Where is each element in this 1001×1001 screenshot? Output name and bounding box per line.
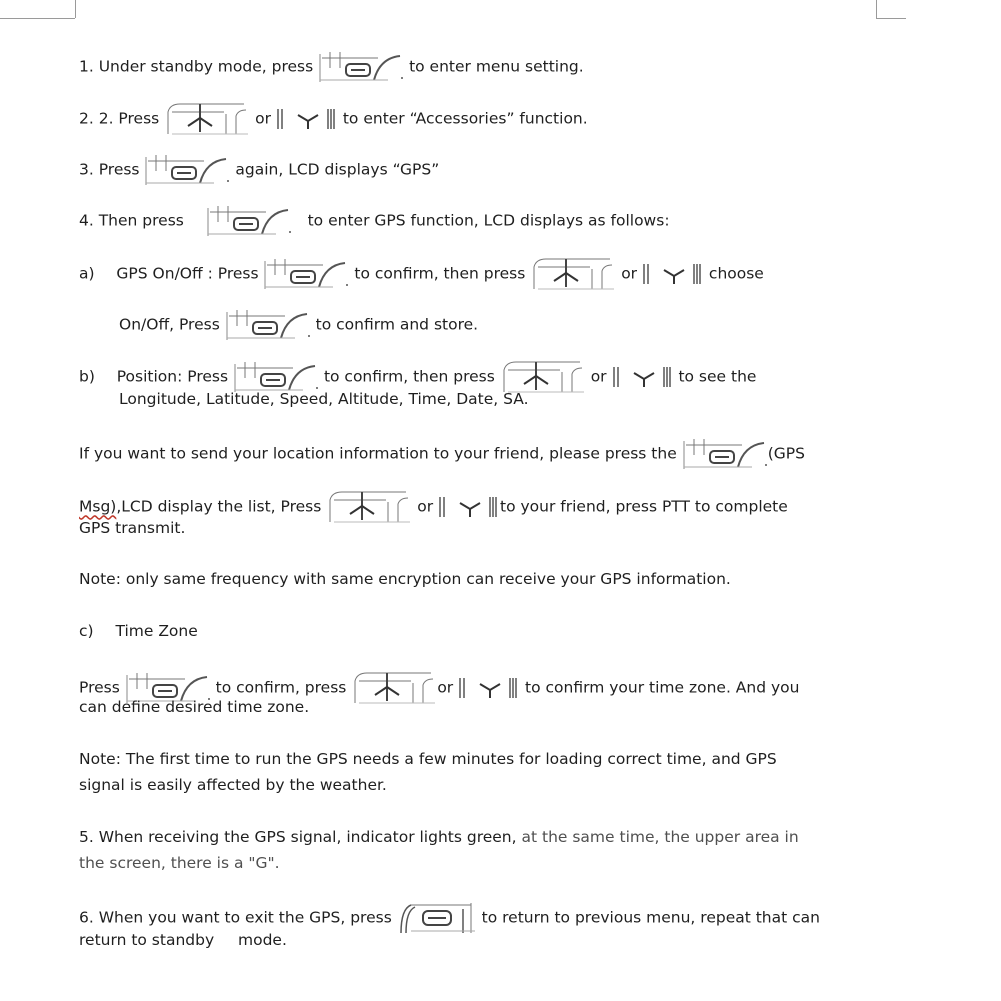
time-zone-paragraph: Press to confirm, press or to confirm your time zone. And you — [79, 671, 799, 705]
step-5: 5. When receiving the GPS signal, indicator lights green, at the same time, the upper area in — [79, 828, 799, 846]
menu-key-icon — [225, 308, 311, 342]
up-key-icon — [326, 490, 412, 524]
menu-key-icon — [682, 437, 768, 471]
note-1: Note: only same frequency with same encryption can receive your GPS information. — [79, 570, 731, 588]
page-corner-mark — [75, 0, 76, 18]
up-key-icon — [351, 671, 437, 705]
item-b-cont: Longitude, Latitude, Speed, Altitude, Time, Date, SA. — [119, 390, 529, 408]
page-corner-mark — [876, 0, 877, 18]
send-location-paragraph: If you want to send your location information to your friend, please press the (GPS — [79, 437, 805, 471]
item-c: c) Time Zone — [79, 622, 198, 640]
step-3: 3. Press again, LCD displays “GPS” — [79, 153, 439, 187]
msg-paragraph: Msg),LCD display the list, Press or to your friend, press PTT to complete — [79, 490, 788, 524]
down-key-icon — [438, 495, 500, 519]
down-key-icon — [458, 676, 520, 700]
page-corner-mark — [0, 18, 75, 19]
step-6: 6. When you want to exit the GPS, press to return to previous menu, repeat that can — [79, 901, 820, 935]
up-key-icon — [530, 257, 616, 291]
menu-key-icon — [144, 153, 230, 187]
step-5-cont: the screen, there is a "G". — [79, 854, 280, 872]
step-2: 2. 2. Press or to enter “Accessories” function. — [79, 102, 588, 136]
down-key-icon — [642, 262, 704, 286]
up-key-icon — [164, 102, 250, 136]
time-zone-paragraph-cont: can define desired time zone. — [79, 698, 310, 716]
item-b: b) Position: Press to confirm, then press or to see the — [79, 360, 756, 394]
down-key-icon — [612, 365, 674, 389]
page-corner-mark — [876, 18, 906, 19]
step-6-cont: return to standby mode. — [79, 931, 287, 949]
menu-key-icon — [263, 257, 349, 291]
step-4: 4. Then press to enter GPS function, LCD displays as follows: — [79, 204, 670, 238]
item-a: a) GPS On/Off : Press to confirm, then press or choose — [79, 257, 764, 291]
menu-key-icon — [206, 204, 292, 238]
step-1: 1. Under standby mode, press to enter menu setting. — [79, 50, 584, 84]
item-a-cont: On/Off, Press to confirm and store. — [119, 308, 478, 342]
msg-paragraph-cont: GPS transmit. — [79, 519, 186, 537]
note-2-cont: signal is easily affected by the weather. — [79, 776, 387, 794]
menu-key-icon — [318, 50, 404, 84]
down-key-icon — [276, 107, 338, 131]
exit-key-icon — [397, 901, 477, 935]
note-2: Note: The first time to run the GPS needs a few minutes for loading correct time, and GPS — [79, 750, 777, 768]
